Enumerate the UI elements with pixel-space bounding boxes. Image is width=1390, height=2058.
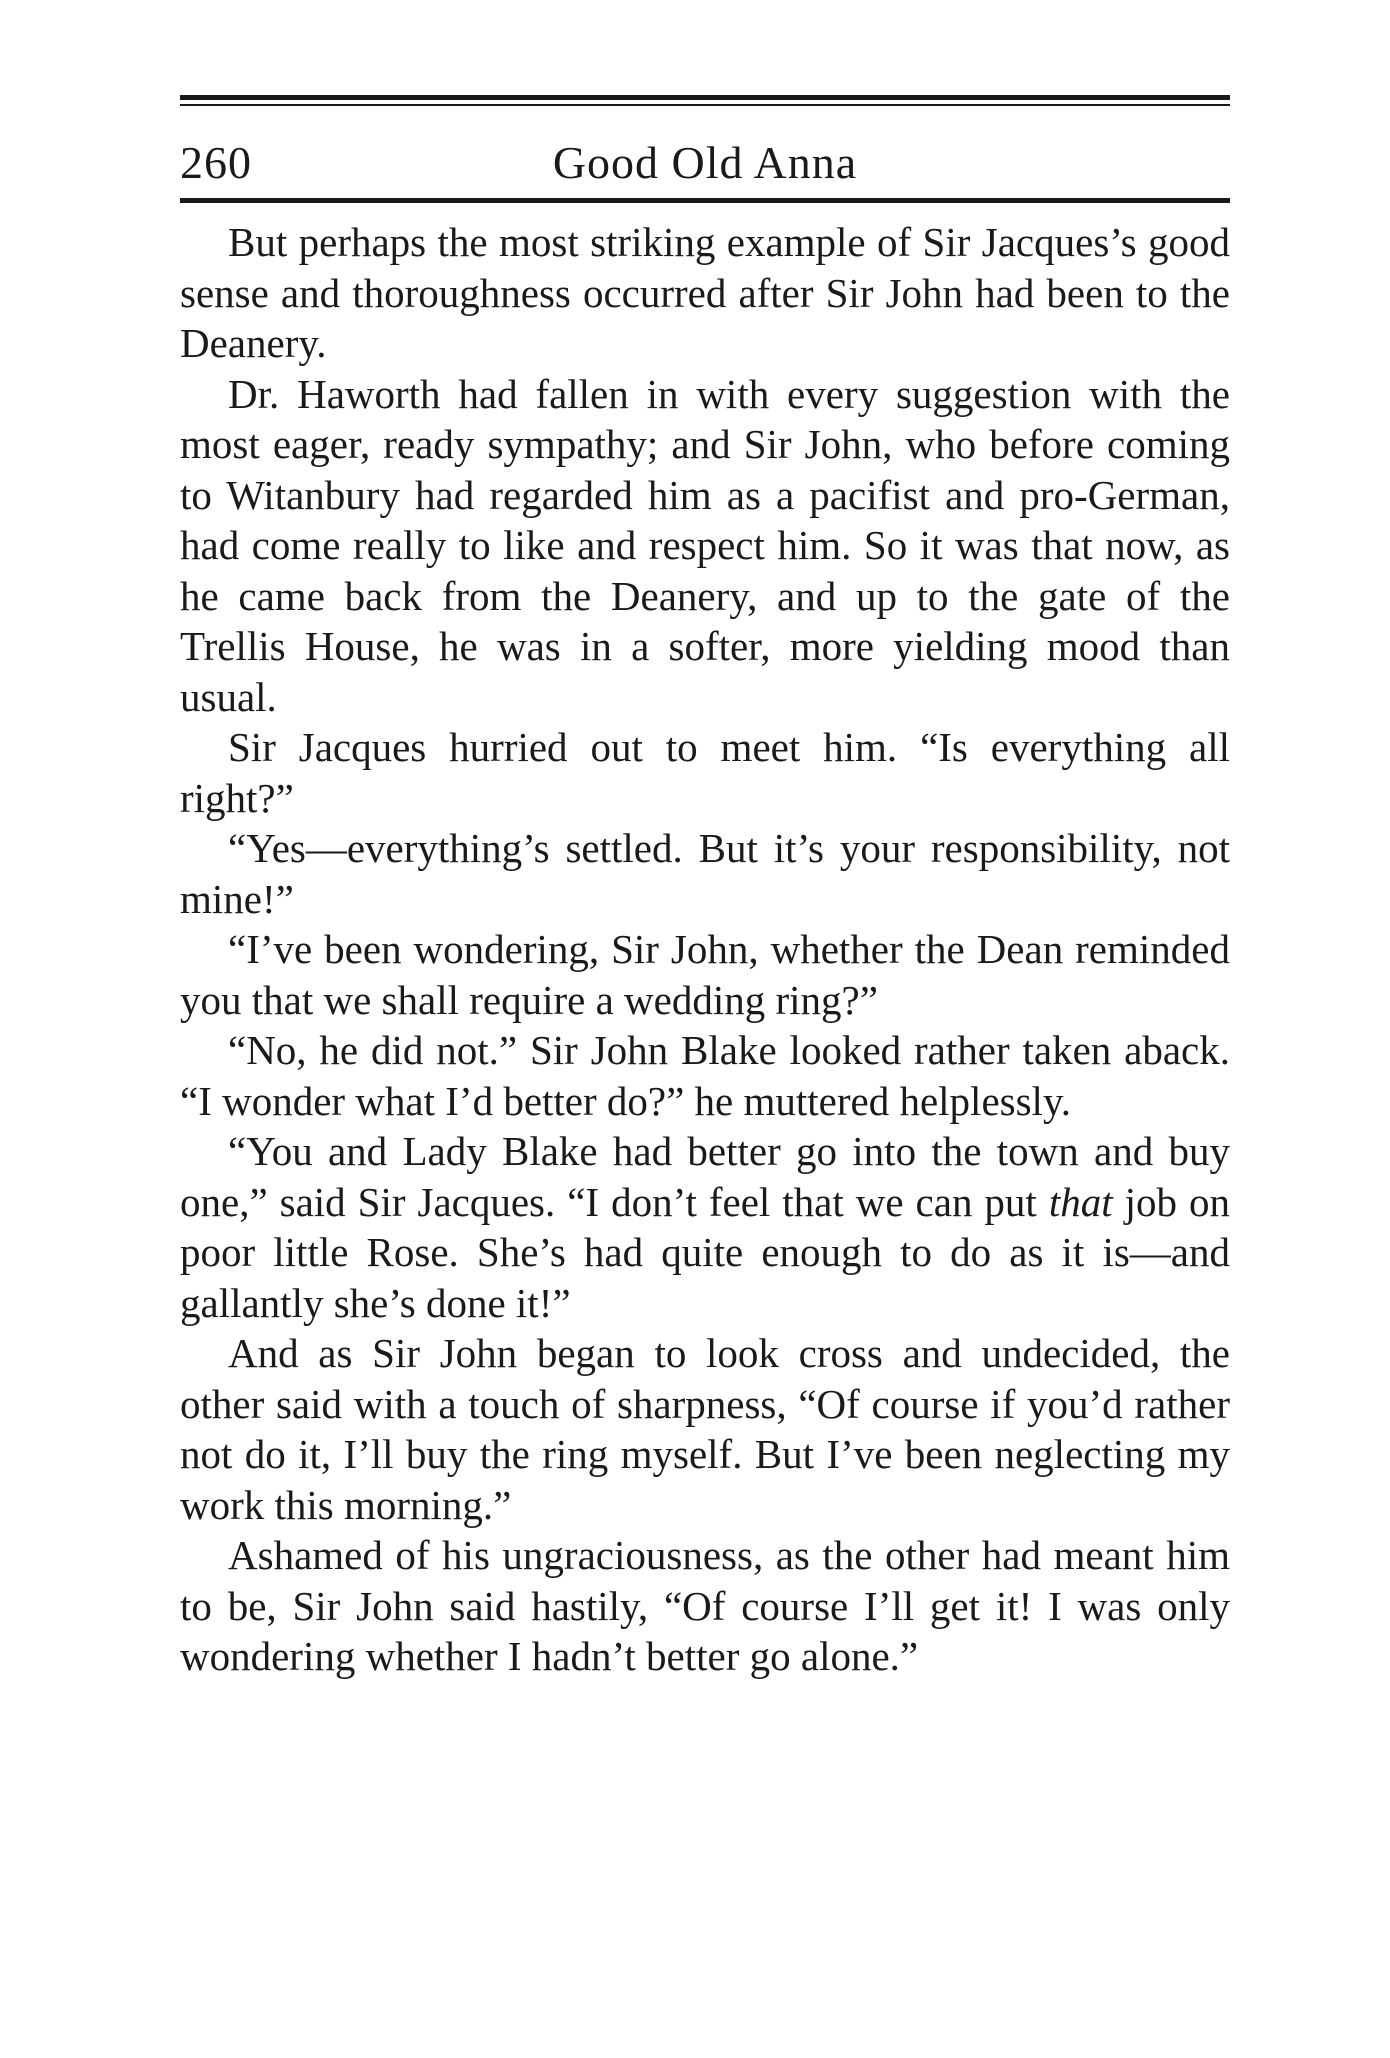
- body-text: [180, 217, 1230, 1682]
- paragraph: Ashamed of his ungraciousness, as the other had meant him to be, Sir John said hastily, “Of course I’ll get it! I was only wondering whether I hadn’t better go alone.”: [180, 1532, 1230, 1679]
- page-number: 260: [180, 137, 252, 188]
- paragraph: Sir Jacques hurried out to meet him. “Is everything all right?”: [180, 724, 1230, 821]
- header-rule-thick: [180, 95, 1230, 100]
- running-title: Good Old Anna: [552, 137, 858, 188]
- italic-word: that: [1048, 1178, 1113, 1225]
- paragraph: “I’ve been wondering, Sir John, whether the Dean reminded you that we shall require a wedding ring?”: [180, 926, 1230, 1023]
- page-header: [180, 106, 1230, 198]
- paragraph: But perhaps the most striking example of Sir Jacques’s good sense and thoroughness occurred after Sir John had been to the Deanery.: [180, 219, 1230, 366]
- paragraph: And as Sir John began to look cross and undecided, the other said with a touch of sharpness, “Of course if you’d rather not do it, I’ll buy the ring myself. But I’ve been neglecting my work this morning.”: [180, 1330, 1230, 1528]
- paragraph: [180, 1126, 1230, 1328]
- paragraph-text: job on poor little Rose. She’s had quite enough to do as it is—and gallantly she’s done it!”: [180, 1178, 1230, 1326]
- book-page: [180, 95, 1230, 1682]
- paragraph: “No, he did not.” Sir John Blake looked rather taken aback. “I wonder what I’d better do?” he muttered helplessly.: [180, 1027, 1230, 1124]
- paragraph: Dr. Haworth had fallen in with every suggestion with the most eager, ready sympathy; and Sir John, who before coming to Witanbury had regarded him as a pacifist and pro-German, had come really to like and respect him. So it was that now, as he came back from the Deanery, and up to the gate of the Trellis House, he was in a softer, more yielding mood than usual.: [180, 370, 1230, 720]
- paragraph: “Yes—everything’s settled. But it’s your responsibility, not mine!”: [180, 825, 1230, 922]
- paragraph-text: “You and Lady Blake had better go into the town and buy one,” said Sir Jacques. “I don’t feel that we can put: [180, 1128, 1230, 1225]
- header-rule-bottom: [180, 198, 1230, 203]
